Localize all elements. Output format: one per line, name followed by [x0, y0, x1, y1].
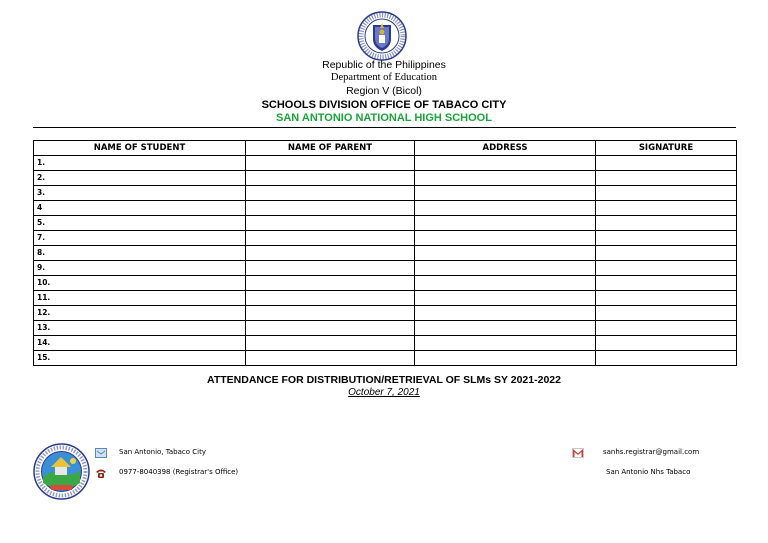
table-row — [34, 246, 737, 261]
phone-icon — [95, 467, 107, 479]
address-cell — [415, 186, 596, 201]
contact-address: San Antonio, Tabaco City — [119, 448, 206, 456]
signature-cell — [596, 321, 737, 336]
contact-phone: 0977-8040398 (Registrar's Office) — [119, 468, 239, 476]
row-number: 15. — [34, 351, 246, 366]
parent-cell — [246, 171, 415, 186]
region-heading: Region V (Bicol) — [346, 85, 422, 97]
row-number: 4 — [34, 201, 246, 216]
signature-cell — [596, 261, 737, 276]
parent-cell — [246, 186, 415, 201]
school-heading: SAN ANTONIO NATIONAL HIGH SCHOOL — [276, 112, 492, 124]
column-header-student: NAME OF STUDENT — [34, 141, 246, 156]
address-cell — [415, 351, 596, 366]
parent-cell — [246, 156, 415, 171]
country-heading: Republic of the Philippines — [322, 59, 446, 71]
signature-cell — [596, 336, 737, 351]
parent-cell — [246, 201, 415, 216]
row-number: 7. — [34, 231, 246, 246]
division-heading: SCHOOLS DIVISION OFFICE OF TABACO CITY — [261, 99, 507, 111]
address-cell — [415, 246, 596, 261]
deped-seal-logo — [357, 11, 407, 61]
attendance-table — [33, 140, 737, 366]
address-cell — [415, 231, 596, 246]
table-row — [34, 171, 737, 186]
parent-cell — [246, 261, 415, 276]
signature-cell — [596, 351, 737, 366]
signature-cell — [596, 156, 737, 171]
parent-cell — [246, 336, 415, 351]
column-header-address: ADDRESS — [415, 141, 596, 156]
address-cell — [415, 171, 596, 186]
row-number: 11. — [34, 291, 246, 306]
address-cell — [415, 156, 596, 171]
table-row — [34, 261, 737, 276]
gmail-icon — [572, 447, 584, 459]
table-row — [34, 231, 737, 246]
table-row — [34, 186, 737, 201]
address-cell — [415, 216, 596, 231]
row-number: 12. — [34, 306, 246, 321]
signature-cell — [596, 306, 737, 321]
table-row — [34, 306, 737, 321]
parent-cell — [246, 231, 415, 246]
parent-cell — [246, 216, 415, 231]
signature-cell — [596, 171, 737, 186]
signature-cell — [596, 276, 737, 291]
signature-cell — [596, 246, 737, 261]
row-number: 1. — [34, 156, 246, 171]
table-row — [34, 201, 737, 216]
contact-email: sanhs.registrar@gmail.com — [603, 448, 700, 456]
table-row — [34, 156, 737, 171]
parent-cell — [246, 276, 415, 291]
row-number: 5. — [34, 216, 246, 231]
contact-facebook: San Antonio Nhs Tabaco — [606, 468, 691, 476]
address-cell — [415, 201, 596, 216]
signature-cell — [596, 216, 737, 231]
column-header-parent: NAME OF PARENT — [246, 141, 415, 156]
parent-cell — [246, 321, 415, 336]
address-cell — [415, 321, 596, 336]
document-title: ATTENDANCE FOR DISTRIBUTION/RETRIEVAL OF SLMs SY 2021-2022 — [207, 374, 561, 386]
header-divider — [33, 127, 736, 128]
parent-cell — [246, 306, 415, 321]
table-row — [34, 291, 737, 306]
row-number: 10. — [34, 276, 246, 291]
table-row — [34, 321, 737, 336]
table-body — [34, 156, 737, 366]
parent-cell — [246, 246, 415, 261]
address-cell — [415, 261, 596, 276]
address-cell — [415, 276, 596, 291]
school-logo — [33, 443, 90, 500]
parent-cell — [246, 351, 415, 366]
location-icon — [95, 447, 107, 459]
address-cell — [415, 291, 596, 306]
department-heading: Department of Education — [330, 72, 438, 83]
row-number: 9. — [34, 261, 246, 276]
address-cell — [415, 336, 596, 351]
signature-cell — [596, 186, 737, 201]
signature-cell — [596, 291, 737, 306]
table-row — [34, 336, 737, 351]
row-number: 2. — [34, 171, 246, 186]
row-number: 3. — [34, 186, 246, 201]
table-row — [34, 216, 737, 231]
table-row — [34, 351, 737, 366]
address-cell — [415, 306, 596, 321]
document-date: October 7, 2021 — [348, 387, 420, 398]
signature-cell — [596, 201, 737, 216]
parent-cell — [246, 291, 415, 306]
signature-cell — [596, 231, 737, 246]
row-number: 8. — [34, 246, 246, 261]
row-number: 14. — [34, 336, 246, 351]
table-row — [34, 276, 737, 291]
row-number: 13. — [34, 321, 246, 336]
column-header-signature: SIGNATURE — [596, 141, 737, 156]
table-header-row — [34, 141, 737, 156]
